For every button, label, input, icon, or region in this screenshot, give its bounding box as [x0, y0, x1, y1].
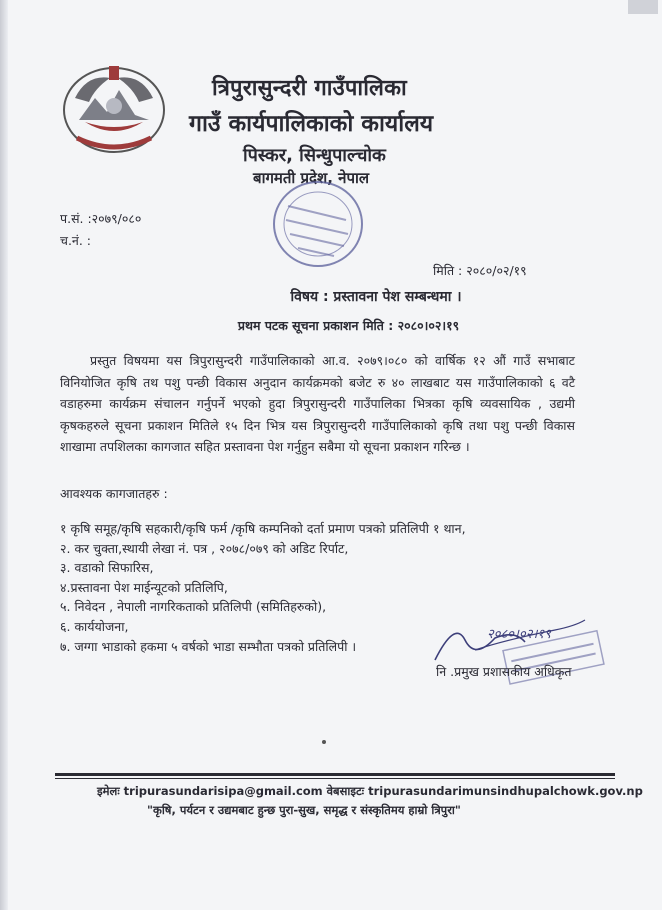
- list-item: ७. जग्गा भाडाको हकमा ५ वर्षको भाडा सम्भौता पत्रको प्रतिलिपी ।: [60, 638, 357, 654]
- org-name-municipality: त्रिपुरासुन्दरी गाउँपालिका: [212, 76, 407, 101]
- list-item: ५. निवेदन , नेपाली नागरिकताको प्रतिलिपी (समितिहरुको),: [60, 599, 327, 615]
- office-seal-stamp: [268, 176, 368, 272]
- subject-line: [0, 287, 662, 306]
- ink-dot: [322, 740, 326, 744]
- org-name-office: गाउँ कार्यपालिकाको कार्यालय: [189, 111, 434, 137]
- footer-divider-thin: [55, 778, 615, 779]
- page-edge-shadow: [0, 0, 8, 910]
- issue-date: मिति : २०८०/०२/१९: [433, 263, 527, 278]
- footer-contact: इमेलः tripurasundarisipa@gmail.com वेबसाइटः tripurasundarimunsindhupalchowk.gov.np: [97, 784, 643, 798]
- dispatch-number: च.नं. :: [60, 233, 92, 248]
- footer-slogan: "कृषि, पर्यटन र उद्यमबाट हुन्छ पुरा-सुख, समृद्ध र संस्कृतिमय हाम्रो त्रिपुरा": [147, 803, 461, 817]
- list-item: ३. वडाको सिफारिस,: [60, 560, 154, 576]
- footer-divider: [55, 773, 615, 776]
- required-docs-list: [60, 519, 466, 656]
- org-address: पिस्कर, सिन्धुपाल्चोक: [243, 145, 386, 166]
- reference-number: प.सं. :२०७९/०८०: [60, 211, 142, 226]
- svg-text:२०८०।०२।१९: २०८०।०२।१९: [487, 627, 551, 642]
- subject-text: विषय : प्रस्तावना पेश सम्बन्धमा ।: [290, 289, 462, 305]
- list-item: २. कर चुक्ता,स्थायी लेखा नं. पत्र , २०७८/०७९ को अडिट रिर्पाट,: [60, 540, 349, 556]
- first-publication-text: प्रथम पटक सूचना प्रकाशन मिति : २०८०।०२।१९: [237, 318, 460, 333]
- notice-body-paragraph: प्रस्तुत विषयमा यस त्रिपुरासुन्दरी गाउँपालिकाको आ.व. २०७९।०८० को वार्षिक १२ औं गाउँ सभाबाट विनियोजित कृषि तथ पशु पन्छी विकास अनुदान कार्यक्रमको बजेट रु ४० लाखबाट यस गाउँपालिकाको ६ वटै वडाहरुमा कार्यक्रम संचालन गर्नुपर्ने भएको हुदा त्रिपुरासुन्दरी गाउँपालिका भित्रका कृषि व्यवसायिक , उद्यमी कृषकहरुले सूचना प्रकाशन मितिले १५ दिन भित्र यस त्रिपुरासुन्दरी गाउँपालिकाको कृषि तथा पशु पन्छी विकास शाखामा तपशिलका कागजात सहित प्रस्तावना पेश गर्नुहुन सबैमा यो सूचना प्रकाशन गरिन्छ ।: [60, 353, 575, 455]
- org-province: बागमती प्रदेश, नेपाल: [253, 169, 370, 187]
- scan-mark: [628, 0, 658, 14]
- list-item: १ कृषि समूह/कृषि सहकारी/कृषि फर्म /कृषि कम्पनिको दर्ता प्रमाण पत्रको प्रतिलिपी १ थान,: [60, 521, 466, 536]
- first-publication-line: [0, 317, 662, 334]
- government-emblem-logo: [55, 60, 173, 160]
- list-item: ४.प्रस्तावना पेश माईन्यूटको प्रतिलिपि,: [60, 579, 228, 595]
- required-docs-heading: आवश्यक कागजातहरु :: [60, 486, 168, 501]
- signatory-title: नि .प्रमुख प्रशासकीय अधिकृत: [436, 664, 572, 679]
- list-item: ६. कार्ययोजना,: [60, 618, 129, 634]
